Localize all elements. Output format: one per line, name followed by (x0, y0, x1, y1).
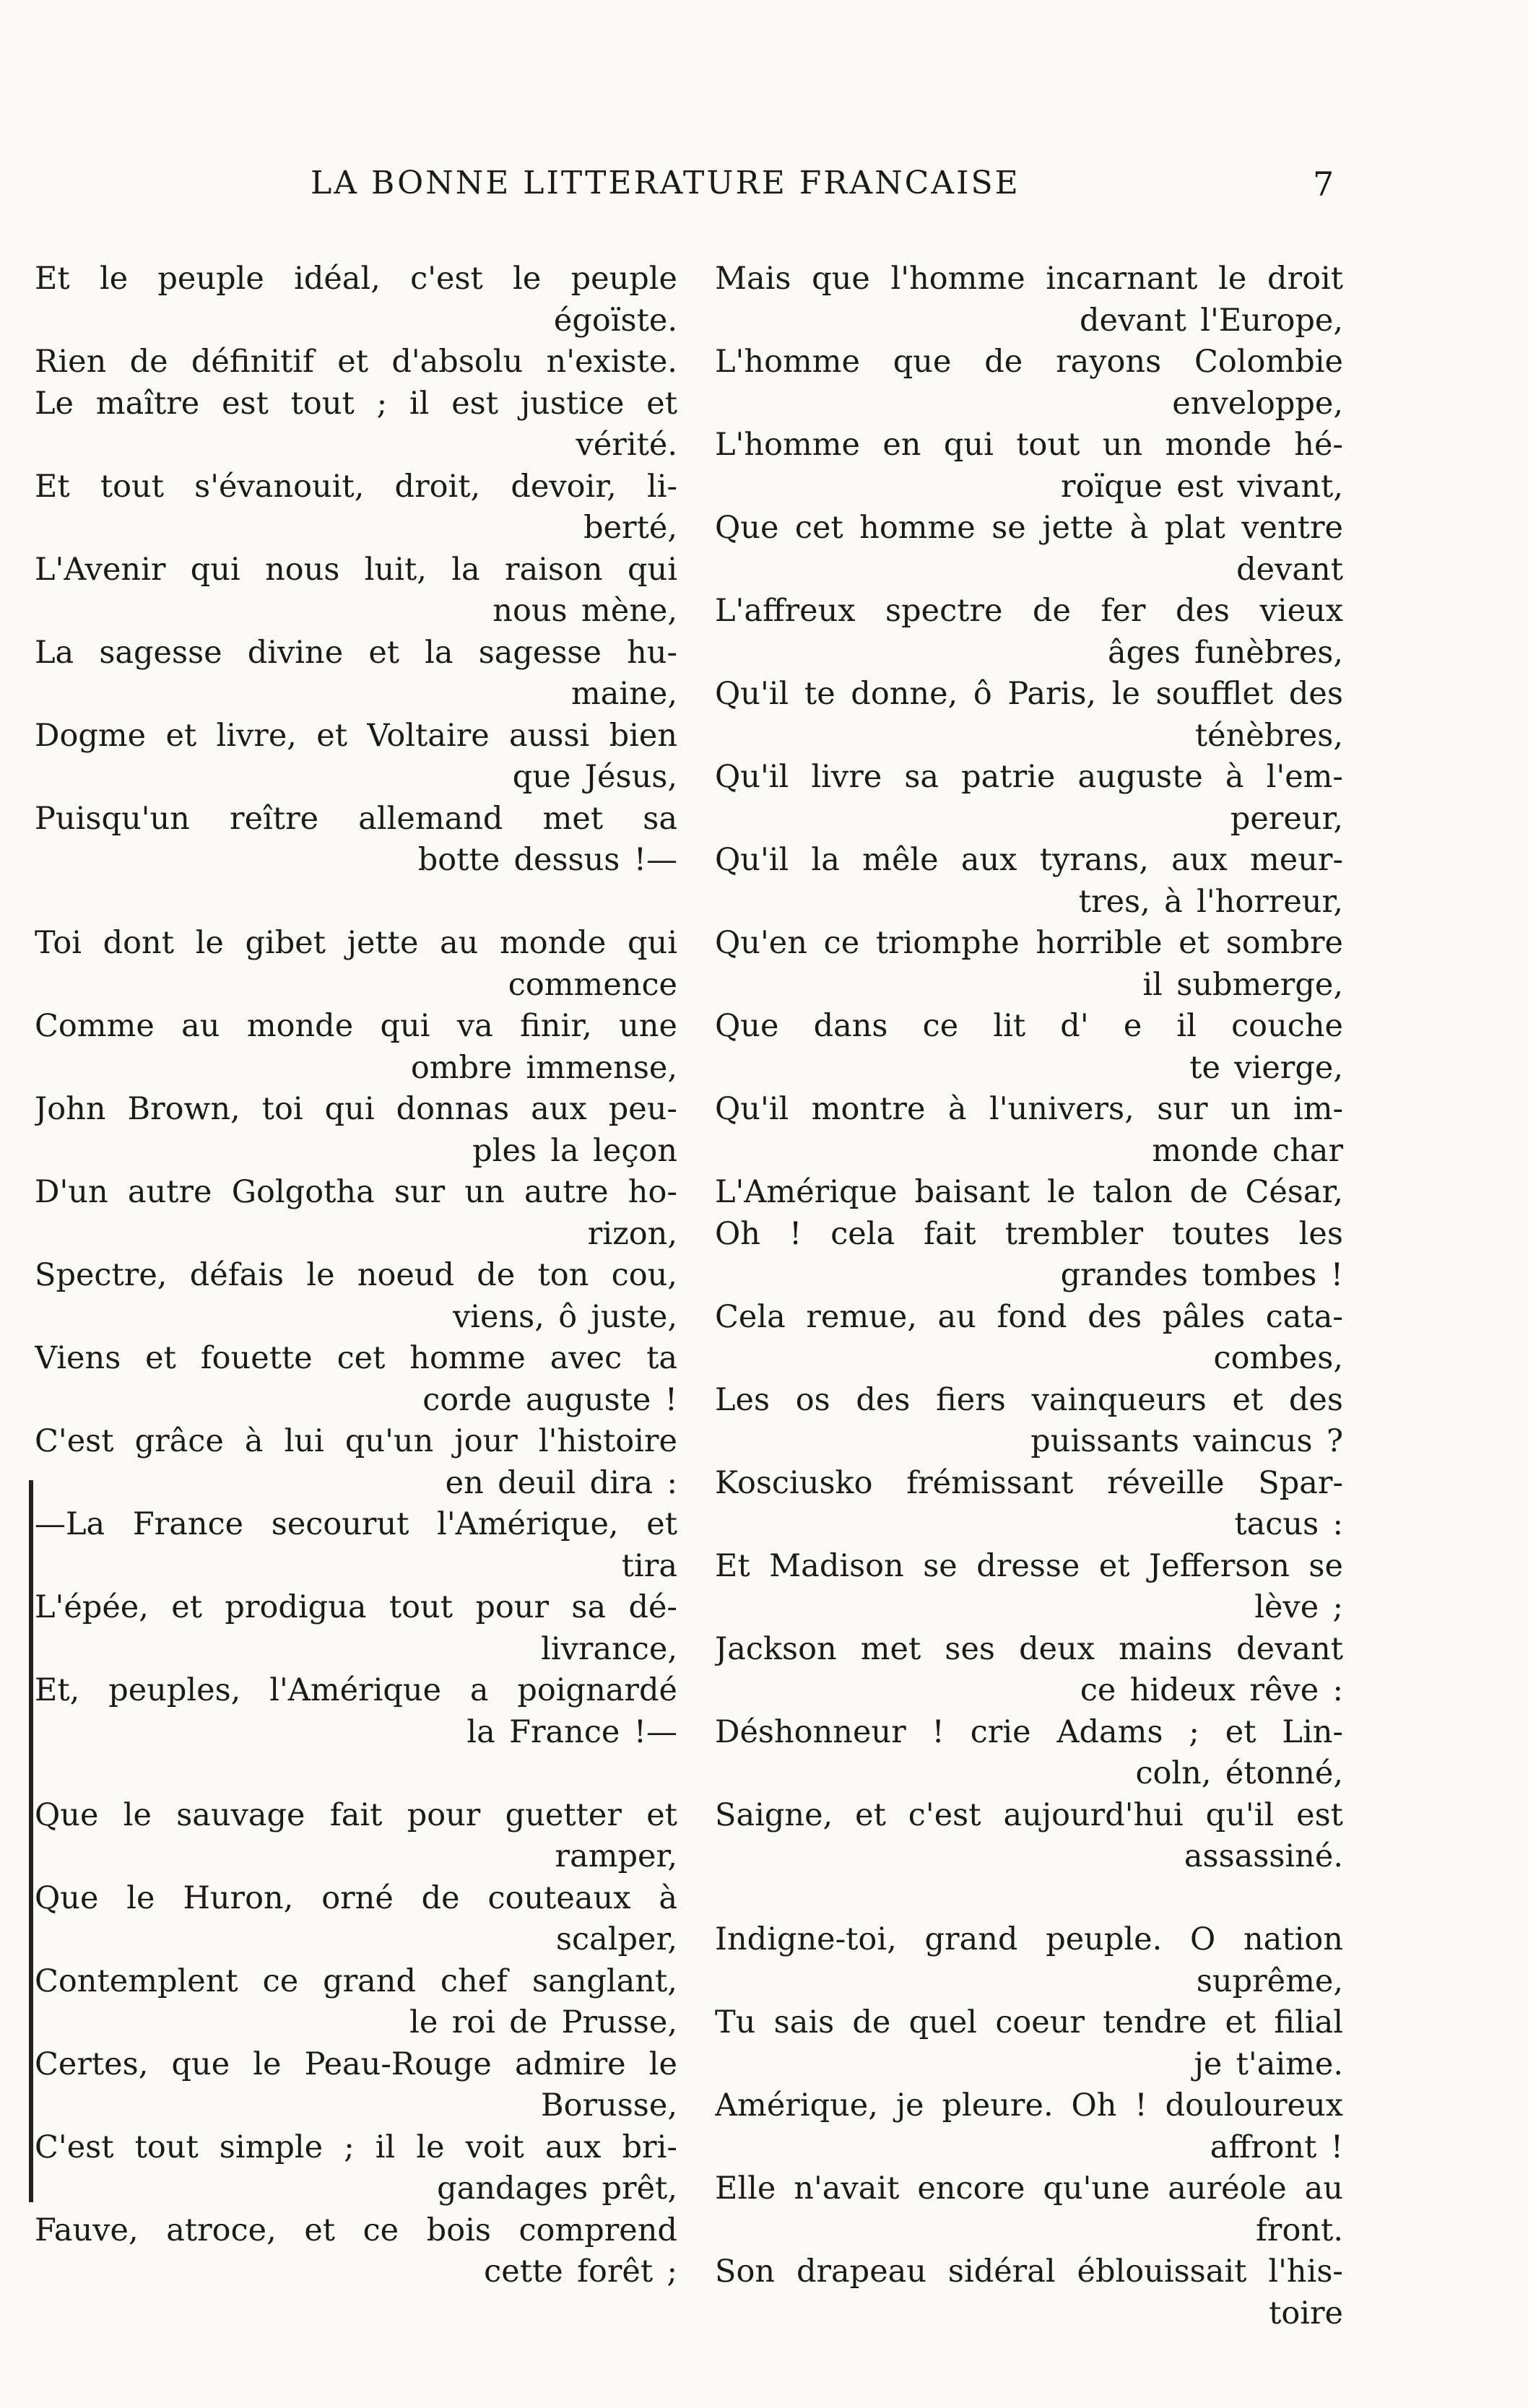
verse-line: L'homme en qui tout un monde hé- (715, 427, 1343, 463)
verse-continuation: âges funèbres, (1107, 634, 1343, 671)
verse-continuation: nous mène, (492, 593, 677, 629)
verse-continuation: que Jésus, (512, 759, 677, 795)
verse-continuation: gandages prêt, (437, 2170, 677, 2207)
verse-continuation: coln, étonné, (1135, 1755, 1343, 1791)
verse-continuation: commence (508, 966, 677, 1003)
verse-continuation: en deuil dira : (445, 1464, 677, 1501)
verse-continuation: berté, (583, 510, 677, 546)
verse-continuation: il submerge, (1142, 966, 1343, 1003)
verse-line: L'Avenir qui nous luit, la raison qui (35, 551, 677, 588)
verse-line: Et le peuple idéal, c'est le peuple (35, 261, 677, 297)
verse-line: Indigne-toi, grand peuple. O nation (715, 1921, 1343, 1957)
verse-continuation: puissants vaincus ? (1030, 1423, 1343, 1459)
verse-continuation: viens, ô juste, (453, 1298, 677, 1335)
stanza-break (715, 1878, 1343, 1920)
verse-continuation: suprême, (1196, 1963, 1343, 1999)
verse-line: La sagesse divine et la sagesse hu- (35, 634, 677, 671)
verse-continuation: devant l'Europe, (1080, 302, 1343, 339)
verse-continuation: toire (1269, 2295, 1343, 2331)
verse-continuation: rizon, (587, 1215, 677, 1252)
verse-continuation: cette forêt ; (484, 2253, 677, 2290)
page-header (0, 165, 1528, 215)
stanza-break (35, 1753, 677, 1795)
verse-continuation: ramper, (555, 1838, 677, 1874)
verse-line: —La France secourut l'Amérique, et (35, 1506, 677, 1542)
verse-continuation: botte dessus !— (417, 842, 677, 878)
verse-continuation: Borusse, (541, 2087, 677, 2124)
left-column (35, 258, 677, 2293)
verse-continuation: je t'aime. (1194, 2046, 1343, 2082)
verse-line: Son drapeau sidéral éblouissait l'his- (715, 2253, 1343, 2290)
verse-continuation: ce hideux rêve : (1080, 1672, 1343, 1708)
verse-continuation: ombre immense, (410, 1049, 677, 1086)
verse-line: Qu'il livre sa patrie auguste à l'em- (715, 759, 1343, 795)
verse-line: John Brown, toi qui donnas aux peu- (35, 1091, 677, 1127)
verse-continuation: enveloppe, (1172, 385, 1343, 422)
verse-line: Saigne, et c'est aujourd'hui qu'il est (715, 1796, 1343, 1833)
verse-line: Que le Huron, orné de couteaux à (35, 1879, 677, 1916)
verse-line: Certes, que le Peau-Rouge admire le (35, 2046, 677, 2082)
verse-continuation: combes, (1213, 1340, 1343, 1376)
verse-line: Oh ! cela fait trembler toutes les (715, 1215, 1343, 1252)
verse-continuation: devant (1236, 551, 1343, 588)
verse-line: L'affreux spectre de fer des vieux (715, 593, 1343, 629)
verse-line: Que cet homme se jette à plat ventre (715, 510, 1343, 546)
verse-line: Que dans ce lit d' e il couche (715, 1008, 1343, 1044)
verse-line: Comme au monde qui va finir, une (35, 1008, 677, 1044)
verse-line: Qu'il te donne, ô Paris, le soufflet des (715, 676, 1343, 712)
verse-continuation: tacus : (1234, 1506, 1343, 1542)
verse-continuation: assassiné. (1184, 1838, 1343, 1874)
verse-line: D'un autre Golgotha sur un autre ho- (35, 1174, 677, 1210)
verse-line: Jackson met ses deux mains devant (715, 1630, 1343, 1667)
verse-line: Toi dont le gibet jette au monde qui (35, 925, 677, 961)
verse-line: Et tout s'évanouit, droit, devoir, li- (35, 468, 677, 505)
verse-line: Déshonneur ! crie Adams ; et Lin- (715, 1713, 1343, 1750)
verse-continuation: front. (1255, 2212, 1343, 2248)
verse-continuation: pereur, (1230, 800, 1343, 837)
verse-continuation: maine, (571, 676, 677, 712)
verse-continuation: vérité. (576, 427, 677, 463)
verse-line: Cela remue, au fond des pâles cata- (715, 1298, 1343, 1335)
verse-line: Rien de définitif et d'absolu n'existe. (35, 344, 677, 380)
verse-continuation: affront ! (1210, 2129, 1343, 2165)
verse-continuation: lève ; (1254, 1589, 1343, 1625)
running-title: LA BONNE LITTERATURE FRANCAISE (311, 165, 1020, 201)
verse-line: Kosciusko frémissant réveille Spar- (715, 1464, 1343, 1501)
verse-line: Viens et fouette cet homme avec ta (35, 1340, 677, 1376)
verse-continuation: la France !— (466, 1713, 677, 1750)
right-column (715, 258, 1343, 2334)
binding-edge-mark (29, 1480, 33, 2202)
verse-line: Qu'il montre à l'univers, sur un im- (715, 1091, 1343, 1127)
verse-line: Et, peuples, l'Amérique a poignardé (35, 1672, 677, 1708)
verse-continuation: corde auguste ! (422, 1381, 677, 1418)
verse-continuation: ténèbres, (1194, 717, 1343, 754)
verse-continuation: égoïste. (553, 302, 677, 339)
verse-line: Que le sauvage fait pour guetter et (35, 1796, 677, 1833)
verse-line: Dogme et livre, et Voltaire aussi bien (35, 717, 677, 754)
verse-line: Elle n'avait encore qu'une auréole au (715, 2170, 1343, 2207)
verse-line: Qu'en ce triomphe horrible et sombre (715, 925, 1343, 961)
verse-continuation: roïque est vivant, (1061, 468, 1343, 505)
verse-line: Amérique, je pleure. Oh ! douloureux (715, 2087, 1343, 2124)
verse-line: C'est tout simple ; il le voit aux bri- (35, 2129, 677, 2165)
verse-continuation: scalper, (555, 1921, 677, 1957)
verse-line: L'épée, et prodigua tout pour sa dé- (35, 1589, 677, 1625)
verse-continuation: te vierge, (1189, 1049, 1343, 1086)
page-number: 7 (1313, 165, 1334, 204)
verse-continuation: monde char (1152, 1132, 1343, 1169)
stanza-break (35, 882, 677, 923)
verse-continuation: grandes tombes ! (1060, 1257, 1343, 1293)
verse-line: Puisqu'un reître allemand met sa (35, 800, 677, 837)
verse-line: Mais que l'homme incarnant le droit (715, 261, 1343, 297)
verse-continuation: tira (621, 1547, 677, 1584)
verse-continuation: le roi de Prusse, (409, 2004, 677, 2040)
verse-line: Spectre, défais le noeud de ton cou, (35, 1257, 677, 1293)
verse-line: Qu'il la mêle aux tyrans, aux meur- (715, 842, 1343, 878)
verse-continuation: tres, à l'horreur, (1078, 883, 1343, 920)
verse-line: Tu sais de quel coeur tendre et filial (715, 2004, 1343, 2040)
verse-continuation: livrance, (541, 1630, 677, 1667)
verse-line: L'homme que de rayons Colombie (715, 344, 1343, 380)
verse-continuation: ples la leçon (472, 1132, 677, 1169)
verse-line: Fauve, atroce, et ce bois comprend (35, 2212, 677, 2248)
verse-line: L'Amérique baisant le talon de César, (715, 1174, 1343, 1210)
verse-line: Contemplent ce grand chef sanglant, (35, 1963, 677, 1999)
verse-line: Le maître est tout ; il est justice et (35, 385, 677, 422)
verse-line: C'est grâce à lui qu'un jour l'histoire (35, 1423, 677, 1459)
verse-line: Et Madison se dresse et Jefferson se (715, 1547, 1343, 1584)
verse-line: Les os des fiers vainqueurs et des (715, 1381, 1343, 1418)
